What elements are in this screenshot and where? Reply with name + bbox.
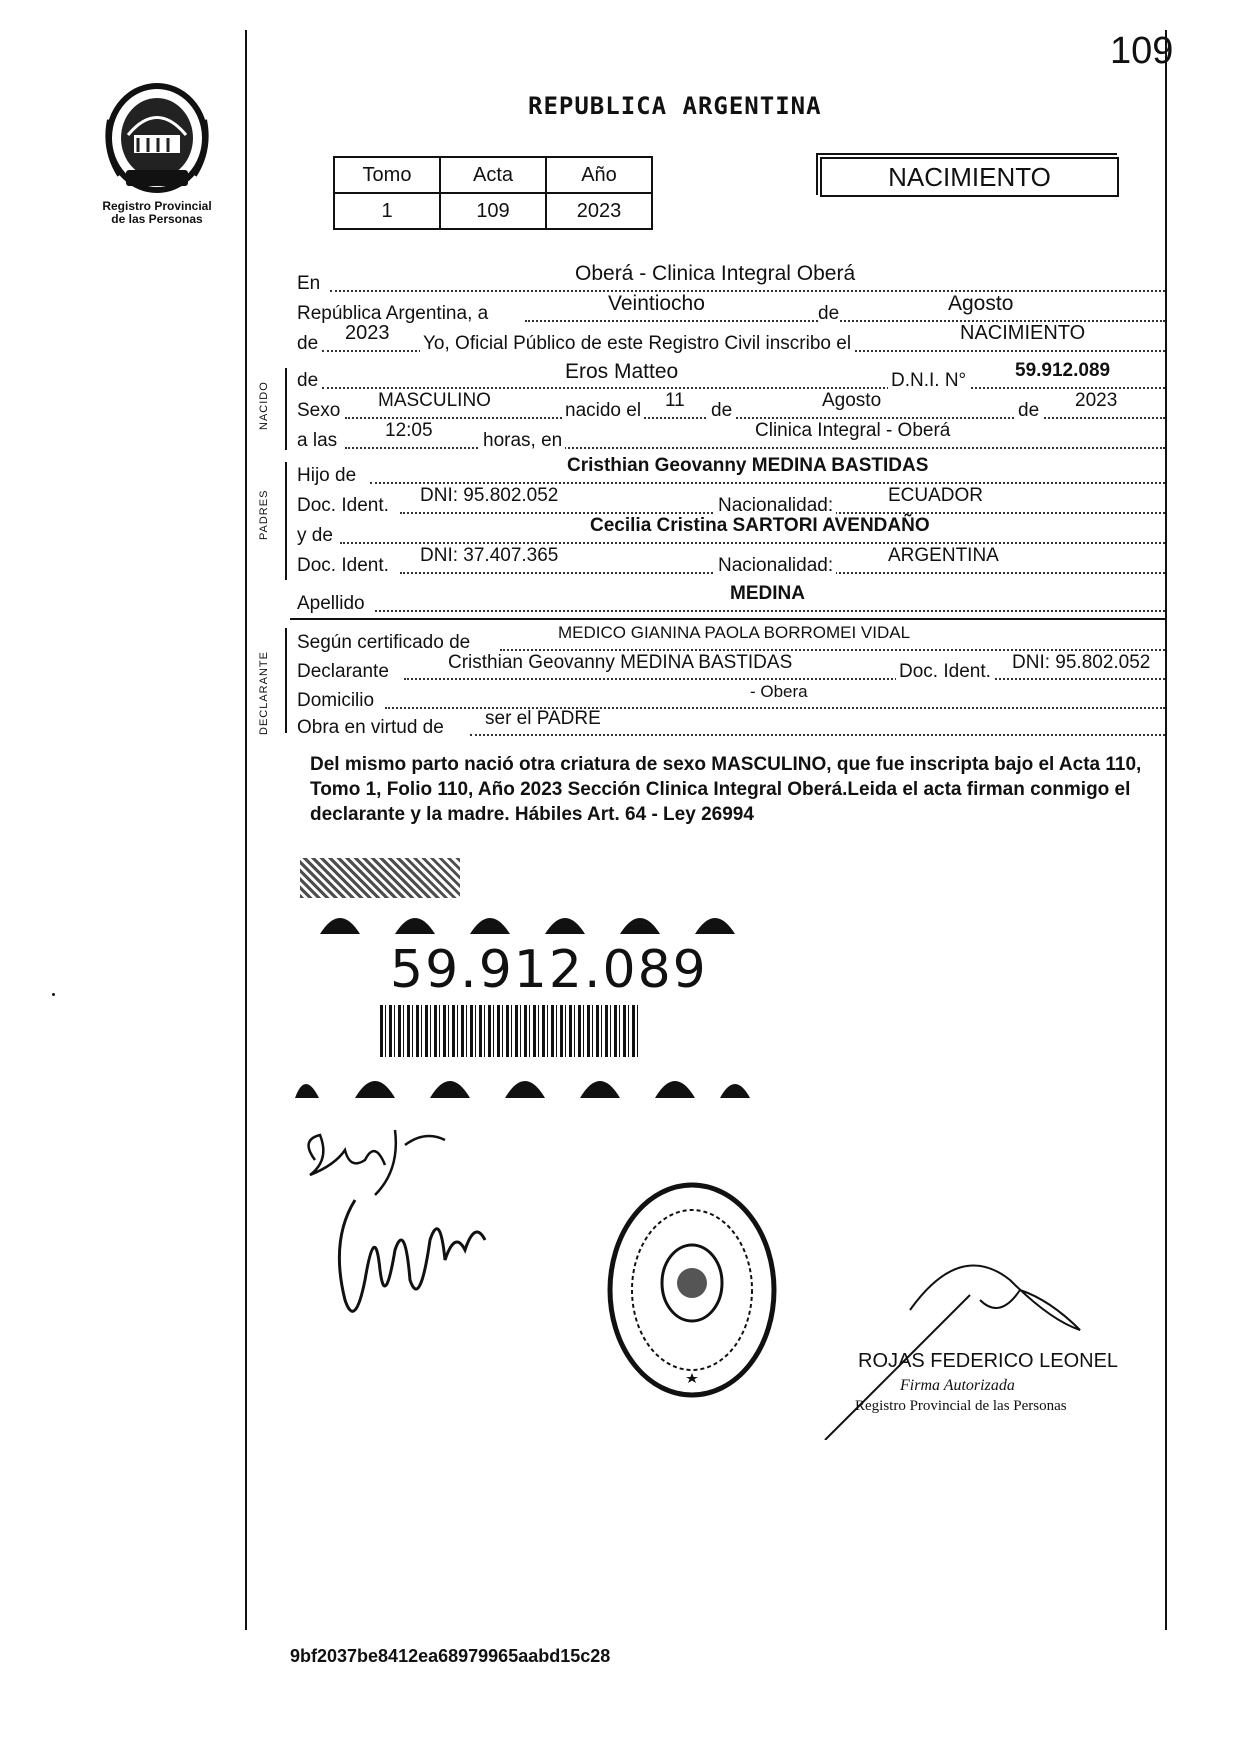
a-las-label: a las	[297, 430, 338, 451]
declarante-doc-label: Doc. Ident.	[896, 661, 994, 683]
mother-name: Cecilia Cristina SARTORI AVENDAÑO	[590, 515, 930, 536]
nacido-section-label: NACIDO	[258, 381, 270, 430]
domicilio-label: Domicilio	[297, 690, 375, 711]
mother-nationality-label: Nacionalidad:	[715, 555, 836, 577]
de-label-name: de	[297, 370, 319, 391]
birth-note: Del mismo parto nació otra criatura de sexo MASCULINO, que fue inscripta bajo el Acta 110, Tomo 1, Folio 110, Año 2023 Sección Clinica Integral Oberá.Leida el acta firman conmigo el declarante y la madre. Hábiles Art. 64 - Ley 26994	[310, 754, 1142, 825]
nacido-label: nacido el	[562, 400, 644, 422]
certificado-label: Según certificado de	[297, 632, 471, 653]
declarante-doc: DNI: 95.802.052	[1012, 652, 1151, 673]
anio-value: 2023	[546, 193, 652, 229]
document-hash: 9bf2037be8412ea68979965aabd15c28	[290, 1646, 611, 1666]
mother-doc-label: Doc. Ident.	[297, 555, 389, 576]
dotted-line	[470, 734, 1165, 736]
mother-nationality: ARGENTINA	[888, 545, 999, 566]
birth-day: 11	[665, 390, 685, 411]
de-label-year2: de	[1015, 400, 1042, 422]
dotted-line	[404, 678, 1165, 680]
apellido-label: Apellido	[297, 593, 365, 614]
child-name: Eros Matteo	[565, 360, 679, 383]
child-dni: 59.912.089	[1015, 360, 1111, 381]
birth-year: 2023	[1075, 390, 1118, 411]
act-day: Veintiocho	[608, 292, 705, 315]
left-margin-line	[245, 30, 247, 1630]
hijo-label: Hijo de	[297, 465, 357, 486]
sexo-label: Sexo	[297, 400, 341, 421]
acta-header: Acta	[440, 157, 546, 193]
barcode	[380, 1005, 640, 1057]
yo-text: Yo, Oficial Público de este Registro Civil inscribo el	[420, 333, 854, 355]
dotted-line	[322, 387, 1165, 389]
document-title: REPUBLICA ARGENTINA	[528, 92, 822, 120]
republica-label: República Argentina, a	[297, 303, 489, 324]
security-pattern-bottom	[295, 1062, 750, 1098]
obra-value: ser el PADRE	[485, 708, 601, 729]
apellido-value: MEDINA	[730, 583, 805, 604]
anio-header: Año	[546, 157, 652, 193]
y-de-label: y de	[297, 525, 333, 546]
dotted-line	[345, 447, 1165, 449]
divider	[290, 618, 1165, 620]
page-number: 109	[1110, 30, 1174, 72]
father-nationality: ECUADOR	[888, 485, 984, 506]
dni-label: D.N.I. N°	[888, 370, 969, 392]
mother-doc: DNI: 37.407.365	[420, 545, 559, 566]
logo-caption-line1: Registro Provincial	[102, 199, 212, 213]
act-inscribo: NACIMIENTO	[960, 322, 1086, 344]
child-sex: MASCULINO	[378, 390, 491, 411]
padres-section-label: PADRES	[258, 489, 270, 540]
tomo-header: Tomo	[334, 157, 440, 193]
section-bar	[285, 462, 287, 580]
record-type-box: NACIMIENTO	[820, 157, 1119, 197]
dotted-line	[375, 610, 1165, 612]
dotted-line	[370, 482, 1165, 484]
official-seal	[600, 1178, 785, 1403]
dotted-line	[500, 649, 1165, 651]
act-year: 2023	[345, 322, 390, 344]
dotted-line	[330, 290, 1165, 292]
act-month: Agosto	[948, 292, 1014, 315]
signature-declarante	[325, 1180, 525, 1330]
right-margin-line	[1165, 30, 1167, 1630]
section-bar	[285, 628, 287, 733]
de-label-year: de	[297, 333, 319, 354]
declarante-value: Cristhian Geovanny MEDINA BASTIDAS	[448, 652, 793, 673]
official-org: Registro Provincial de las Personas	[855, 1398, 1067, 1414]
father-doc: DNI: 95.802.052	[420, 485, 559, 506]
birth-place: Clinica Integral - Oberá	[755, 420, 951, 441]
de-label-month: de	[708, 400, 735, 422]
horas-label: horas, en	[480, 430, 565, 452]
father-name: Cristhian Geovanny MEDINA BASTIDAS	[567, 455, 929, 476]
security-strip-top	[300, 858, 460, 898]
tomo-value: 1	[334, 193, 440, 229]
de-label: de	[818, 303, 840, 324]
record-table	[333, 156, 653, 230]
father-doc-label: Doc. Ident.	[297, 495, 389, 516]
en-label: En	[297, 273, 321, 294]
declarante-label: Declarante	[297, 661, 389, 682]
official-name: ROJAS FEDERICO LEONEL	[858, 1350, 1119, 1372]
section-bar	[285, 368, 287, 450]
birth-time: 12:05	[385, 420, 433, 441]
birth-month: Agosto	[822, 390, 882, 411]
dotted-line	[340, 542, 1165, 544]
province-logo	[98, 80, 216, 195]
stray-mark	[52, 993, 55, 996]
father-nationality-label: Nacionalidad:	[715, 495, 836, 517]
logo-caption-line2: de las Personas	[111, 212, 203, 226]
official-role: Firma Autorizada	[900, 1377, 1015, 1394]
certificado-value: MEDICO GIANINA PAOLA BORROMEI VIDAL	[558, 623, 911, 642]
security-pattern-top	[300, 900, 750, 934]
acta-value: 109	[440, 193, 546, 229]
declarante-section-label: DECLARANTE	[258, 651, 270, 735]
barcode-number: 59.912.089	[390, 940, 708, 1000]
obra-label: Obra en virtud de	[297, 717, 444, 738]
domicilio-value: - Obera	[750, 682, 808, 701]
act-place: Oberá - Clinica Integral Oberá	[575, 262, 856, 285]
logo-caption	[82, 200, 232, 226]
